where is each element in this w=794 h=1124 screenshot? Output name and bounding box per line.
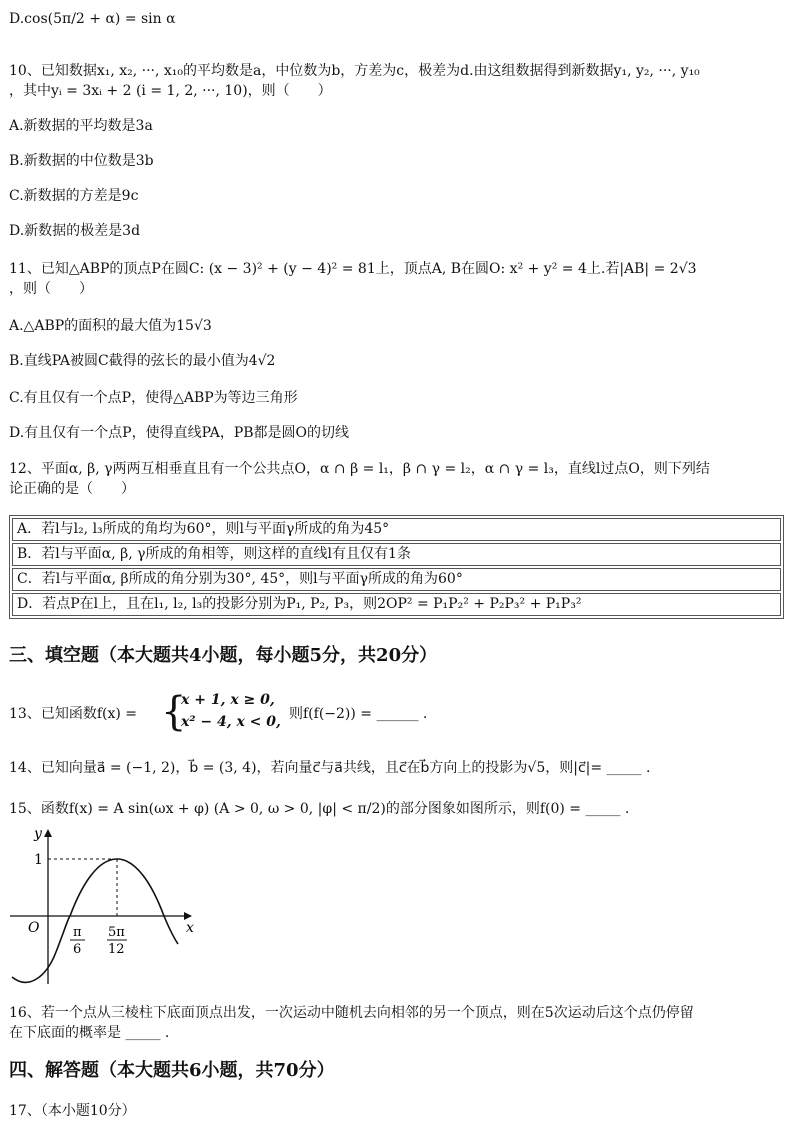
q12-option-b: B．若l与平面α, β, γ所成的角相等，则这样的直线l有且仅有1条 [12,543,781,566]
q11-option-a: A.△ABP的面积的最大值为15√3 [9,318,212,334]
q10-option-a: A.新数据的平均数是3a [9,118,153,134]
q13-case2: x² − 4, x < 0, [181,714,281,730]
q13-brace: { [161,689,187,735]
tick2-numerator: 5π [108,925,125,940]
tick1-denominator: 6 [73,942,82,957]
q15: 15、函数f(x) = A sin(ωx + φ) (A > 0, ω > 0, |φ| < π/2)的部分图象如图所示，则f(0) = _____ . [9,801,630,817]
q10-stem-line2: ，其中yᵢ = 3xᵢ + 2 (i = 1, 2, ···, 10)，则（ ） [9,83,332,99]
q11-option-b: B.直线PA被圆C截得的弦长的最小值为4√2 [9,353,276,369]
q13-prefix: 13、已知函数f(x) = [9,706,137,722]
q13-suffix: 则f(f(−2)) = ______ . [289,706,428,722]
q12-option-a: A．若l与l₂, l₃所成的角均为60°，则l与平面γ所成的角为45° [12,518,781,541]
q14: 14、已知向量a⃗ = (−1, 2)，b⃗ = (3, 4)，若向量c⃗与a⃗共线，且c⃗在b⃗方向上的投影为√5，则|c⃗|= _____ . [9,760,651,776]
q12-stem-line1: 12、平面α, β, γ两两互相垂直且有一个公共点O，α ∩ β = l₁，β ∩ γ = l₂，α ∩ γ = l₃，直线l过点O，则下列结 [9,461,710,477]
q12-options-table [9,515,784,619]
q16-line2: 在下底面的概率是 _____ . [9,1025,170,1041]
section4-heading: 四、解答题（本大题共6小题，共70分） [9,1060,335,1081]
x-axis-arrow [184,912,192,920]
q11-stem-line2: ，则（ ） [9,281,93,297]
q12-option-d: D．若点P在l上，且在l₁, l₂, l₃的投影分别为P₁, P₂, P₃，则2OP² = P₁P₂² + P₂P₃² + P₁P₃² [12,593,781,616]
q11-stem-line1: 11、已知△ABP的顶点P在圆C: (x − 3)² + (y − 4)² = 81上，顶点A, B在圆O: x² + y² = 4上.若|AB| = 2√3 [9,261,697,277]
q10-stem-line1: 10、已知数据x₁, x₂, ···, x₁₀的平均数是a，中位数为b，方差为c，极差为d.由这组数据得到新数据y₁, y₂, ···, y₁₀ [9,63,700,79]
q10-option-d: D.新数据的极差是3d [9,223,141,239]
y-axis-label: y [34,826,42,842]
q16-line1: 16、若一个点从三棱柱下底面顶点出发，一次运动中随机去向相邻的另一个顶点，则在5次运动后这个点仍停留 [9,1005,694,1021]
origin-label: O [28,920,40,936]
q15-sine-graph [6,822,196,992]
y-axis-arrow [44,829,52,837]
q11-option-c: C.有且仅有一个点P，使得△ABP为等边三角形 [9,390,298,406]
q12-stem-line2: 论正确的是（ ） [9,481,135,497]
tick2-denominator: 12 [108,942,125,957]
section3-heading: 三、填空题（本大题共4小题，每小题5分，共20分） [9,645,438,666]
q10-option-b: B.新数据的中位数是3b [9,153,154,169]
tick1-numerator: π [73,925,82,940]
x-axis-label: x [186,920,194,936]
peak-value-label: 1 [34,852,43,868]
q11-option-d: D.有且仅有一个点P，使得直线PA，PB都是圆O的切线 [9,425,350,441]
q17-title: 17、（本小题10分） [9,1103,136,1119]
q13-case1: x + 1, x ≥ 0, [181,692,275,708]
q12-option-c: C．若l与平面α, β所成的角分别为30°, 45°，则l与平面γ所成的角为60° [12,568,781,591]
q10-option-c: C.新数据的方差是9c [9,188,139,204]
q9-option-d: D.cos(5π/2 + α) = sin α [9,11,176,27]
